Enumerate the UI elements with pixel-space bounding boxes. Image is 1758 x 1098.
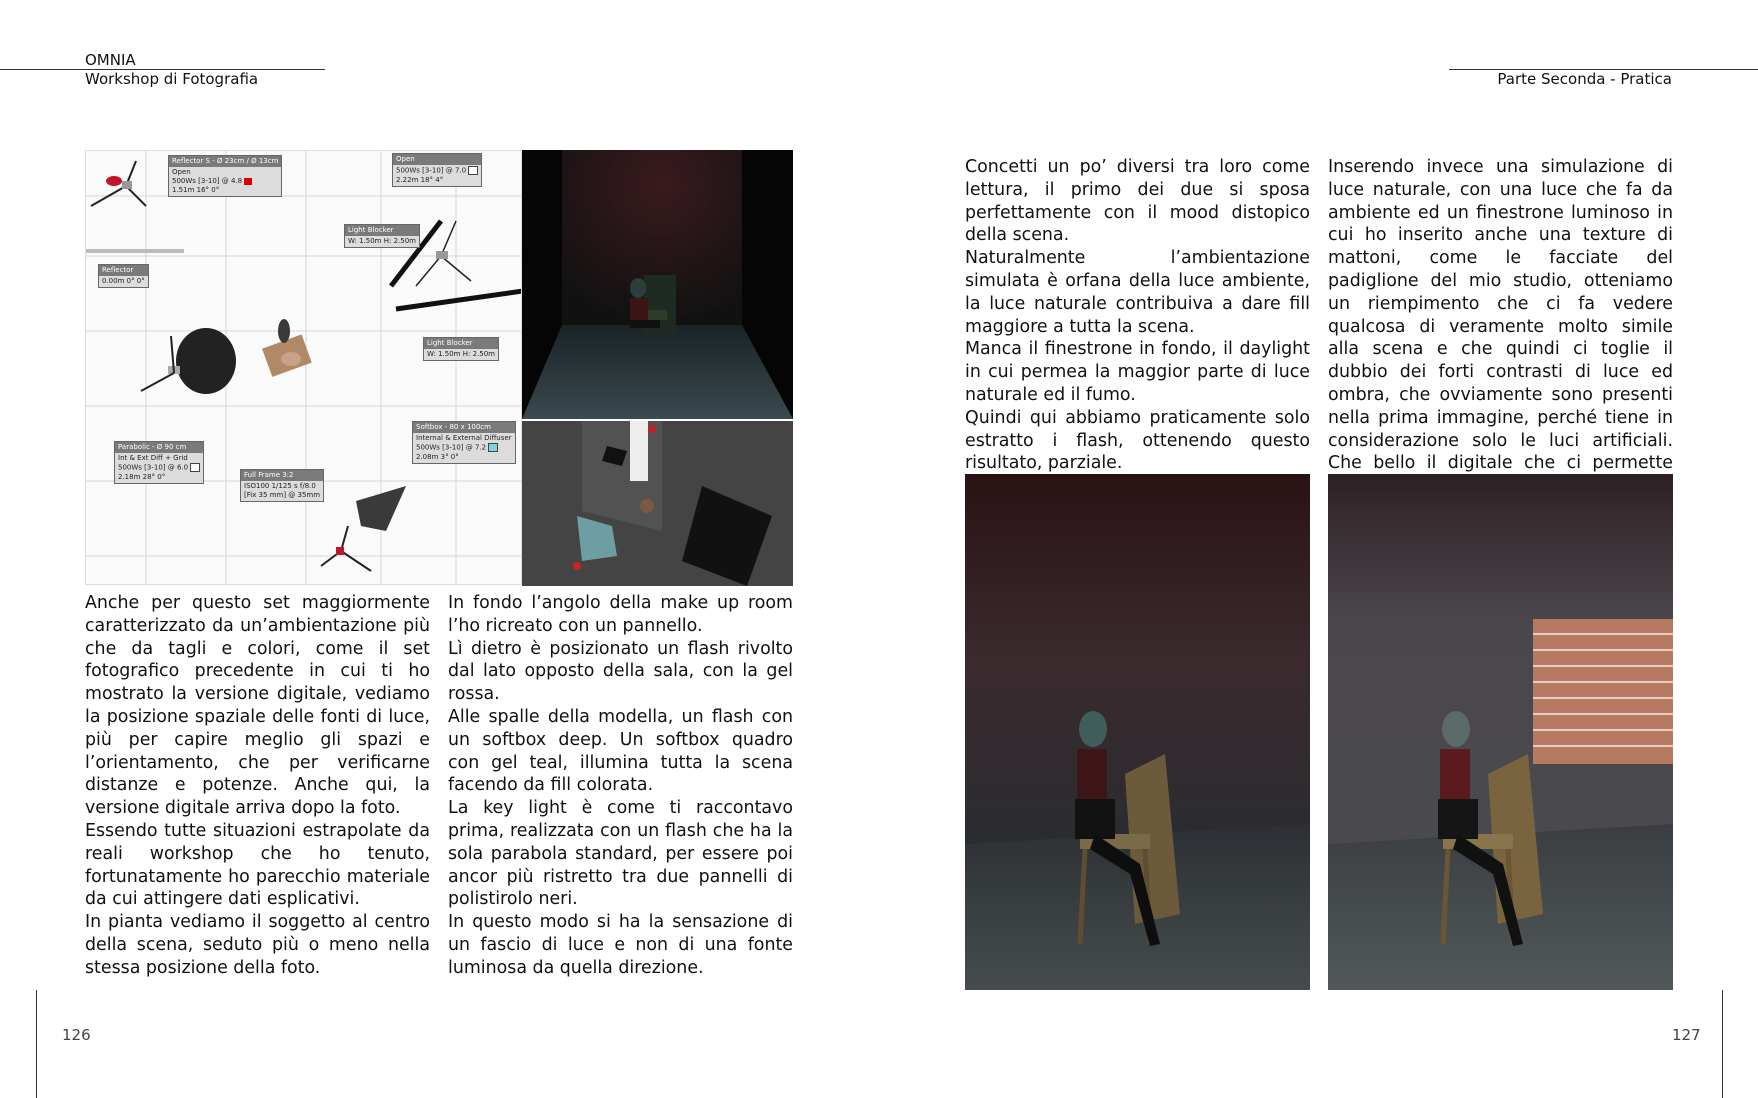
render-flash-only	[965, 474, 1310, 990]
camera-icon: Full Frame 3:2	[241, 470, 323, 481]
label-light-blocker-2: Light Blocker W: 1.50m H: 2.50m	[423, 337, 499, 361]
color-swatch-white	[468, 166, 478, 175]
paragraph: Essendo tutte situazioni estrapolate da reali workshop che ho tenuto, fortunatamente ho parecchio materiale da cui attingere dati esplicativi.	[85, 820, 430, 910]
color-swatch-teal	[488, 443, 498, 452]
paragraph: Inserendo invece una simulazione di luce naturale, con una luce che fa da ambiente ed un finestrone luminoso in cui ho inserito anche una texture di mattoni, come le facciate del padiglione del mio studio, otteniamo un riempimento che ci fa vedere qualcosa di veramente molto simile alla scena e che quindi ci toglie il dubbio dei forti contrasti di luce ed ombra, che ovviamente sono presenti nella prima immagine, perché tiene in considerazione solo le luci artificiali. Che bello il digitale che ci permette	[1328, 157, 1673, 474]
footer-rule-right	[1722, 990, 1723, 1098]
paragraph: In questo modo si ha la sensazione di un fascio di luce e non di una fonte luminosa da quella direzione.	[448, 912, 793, 978]
render-scene-natural	[1328, 474, 1673, 990]
paragraph: La key light è come ti raccontavo prima, realizzata con un flash che ha la sola parabola standard, per essere poi ancor più ristretto tra due pannelli di polistirolo neri.	[448, 798, 793, 910]
paragraph: In pianta vediamo il soggetto al centro della scena, seduto più o meno nella stessa posizione della foto.	[85, 912, 430, 978]
label-open: Open 500Ws [3-10] @ 7.0 2.22m 18° 4°	[392, 153, 482, 187]
header-subtitle: Workshop di Fotografia	[85, 70, 259, 88]
color-swatch-white	[190, 463, 200, 472]
render-photo-top	[522, 150, 793, 419]
render-scene-flash	[965, 474, 1310, 990]
label-reflector-s: Reflector S - Ø 23cm / Ø 13cm Open 500Ws [3-10] @ 4.8 1.51m 16° 0°	[168, 155, 282, 197]
header-section: Parte Seconda - Pratica	[1497, 70, 1672, 88]
right-page-col1	[965, 156, 1310, 475]
label-parabolic: Parabolic - Ø 90 cm Int & Ext Diff + Grid 500Ws [3-10] @ 6.0 2.18m 28° 0°	[114, 441, 204, 484]
reflector-s-stand	[91, 161, 146, 206]
parabolic-light	[141, 328, 236, 394]
render-natural-light	[1328, 474, 1673, 990]
paragraph: Lì dietro è posizionato un flash rivolto dal lato opposto della sala, con la gel rossa.	[448, 638, 793, 705]
paragraph: Alle spalle della modella, un flash con un softbox deep. Un softbox quadro con gel teal, illumina tutta la scena facendo da fill colorata.	[448, 706, 793, 796]
paragraph: Manca il finestrone in fondo, il daylight in cui permea la maggior parte di luce naturale ed il fumo.	[965, 339, 1310, 405]
color-swatch-red	[244, 178, 252, 185]
right-page-col2	[1328, 156, 1673, 498]
label-light-blocker-1: Light Blocker W: 1.50m H: 2.50m	[344, 224, 420, 248]
paragraph: In fondo l’angolo della make up room l’ho ricreato con un pannello.	[448, 593, 793, 636]
paragraph: Concetti un po’ diversi tra loro come lettura, il primo dei due si sposa perfettamente con il mood distopico della scena.	[965, 157, 1310, 246]
left-page-col1	[85, 592, 430, 980]
paragraph: Quindi qui abbiamo praticamente solo estratto i flash, ottenendo questo risultato, parziale.	[965, 407, 1310, 474]
footer-rule-left	[36, 990, 37, 1098]
paragraph: Anche per questo set maggiormente caratterizzato da un’ambientazione più che da tagli e colori, come il set fotografico precedente in cui ti ho mostrato la versione digitale, vediamo la posizione spaziale delle fonti di luce, più per capire meglio gli spazi e l’orientamento, che per verificarne distanze e potenze. Anche qui, la versione digitale arriva dopo la foto.	[85, 593, 430, 819]
render-photo-bottom	[522, 421, 793, 586]
render-scene-dark	[522, 150, 793, 419]
header-title: OMNIA	[85, 51, 136, 69]
render-scene-topview	[522, 421, 793, 586]
brick-window	[1533, 619, 1673, 764]
softbox-light	[321, 486, 406, 571]
page-number-right: 127	[1672, 1026, 1701, 1044]
diagram-graphics	[86, 151, 522, 585]
paragraph: Naturalmente l’ambientazione simulata è orfana della luce ambiente, la luce naturale contribuiva a dare fill maggiore a tutta la scena.	[965, 248, 1310, 337]
subject-topview	[262, 319, 312, 377]
label-softbox: Softbox - 80 x 100cm Internal & External Diffuser 500Ws [3-10] @ 7.2 2.08m 3° 0°	[412, 421, 516, 464]
lighting-diagram	[85, 150, 522, 585]
label-camera: Full Frame 3:2 ISO100 1/125 s f/8.0 [Fix 35 mm] @ 35mm	[240, 469, 324, 502]
label-reflector: Reflector 0.00m 0° 0°	[98, 264, 149, 288]
left-page-col2	[448, 592, 793, 980]
page-number-left: 126	[62, 1026, 91, 1044]
